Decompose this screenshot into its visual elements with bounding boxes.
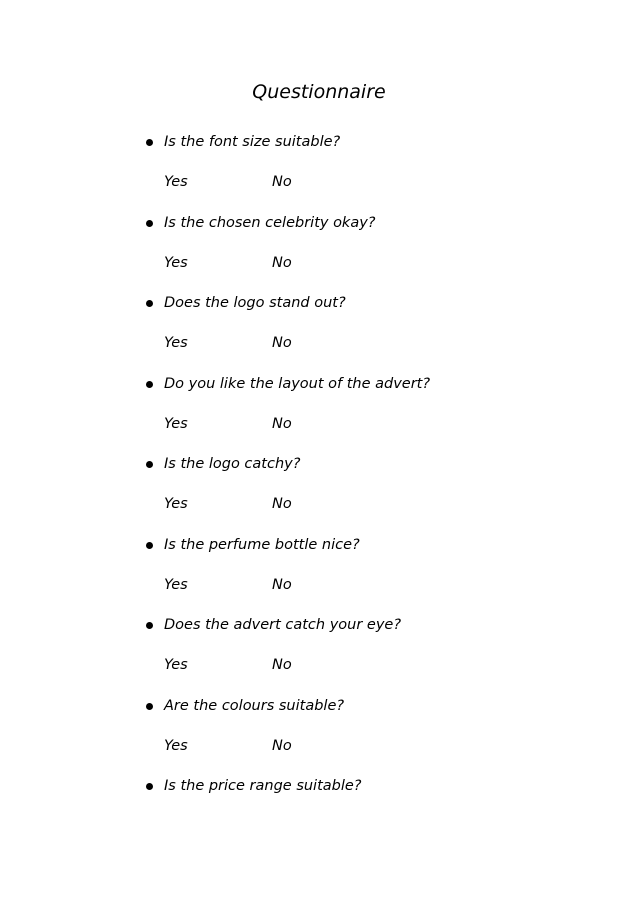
yes-option: Yes <box>164 496 188 512</box>
yes-option: Yes <box>164 657 188 673</box>
question-item <box>0 454 638 535</box>
question-text: Is the price range suitable? <box>164 778 362 794</box>
no-option: No <box>272 657 292 673</box>
bullet-icon <box>146 783 153 790</box>
no-option: No <box>272 576 292 593</box>
question-list <box>0 132 638 857</box>
question-item <box>0 615 638 696</box>
question-text: Is the font size suitable? <box>164 134 341 150</box>
question-item <box>0 374 638 455</box>
bullet-icon <box>146 381 153 388</box>
question-text: Do you like the layout of the advert? <box>164 375 431 392</box>
question-text: Does the advert catch your eye? <box>164 617 402 633</box>
question-text: Is the perfume bottle nice? <box>164 536 360 553</box>
no-option: No <box>272 415 292 432</box>
yes-option: Yes <box>164 737 188 754</box>
no-option: No <box>272 496 292 512</box>
bullet-icon <box>146 220 153 227</box>
no-option: No <box>272 737 292 754</box>
bullet-icon <box>146 542 153 549</box>
question-item <box>0 696 638 777</box>
yes-option: Yes <box>164 415 188 432</box>
yes-option: Yes <box>164 335 188 351</box>
question-text: Is the chosen celebrity okay? <box>164 214 376 231</box>
question-text: Are the colours suitable? <box>164 697 345 714</box>
bullet-icon <box>146 622 153 629</box>
bullet-icon <box>146 703 153 710</box>
question-item <box>0 776 638 857</box>
no-option: No <box>272 174 292 190</box>
bullet-icon <box>146 139 153 146</box>
no-option: No <box>272 335 292 351</box>
question-item <box>0 213 638 294</box>
yes-option: Yes <box>164 174 188 190</box>
question-item <box>0 293 638 374</box>
question-item <box>0 535 638 616</box>
question-item <box>0 132 638 213</box>
question-text: Does the logo stand out? <box>164 295 346 311</box>
no-option: No <box>272 254 292 271</box>
question-text: Is the logo catchy? <box>164 456 301 472</box>
bullet-icon <box>146 300 153 307</box>
yes-option: Yes <box>164 576 188 593</box>
bullet-icon <box>146 461 153 468</box>
yes-option: Yes <box>164 254 188 271</box>
page-title: Questionnaire <box>252 81 386 103</box>
